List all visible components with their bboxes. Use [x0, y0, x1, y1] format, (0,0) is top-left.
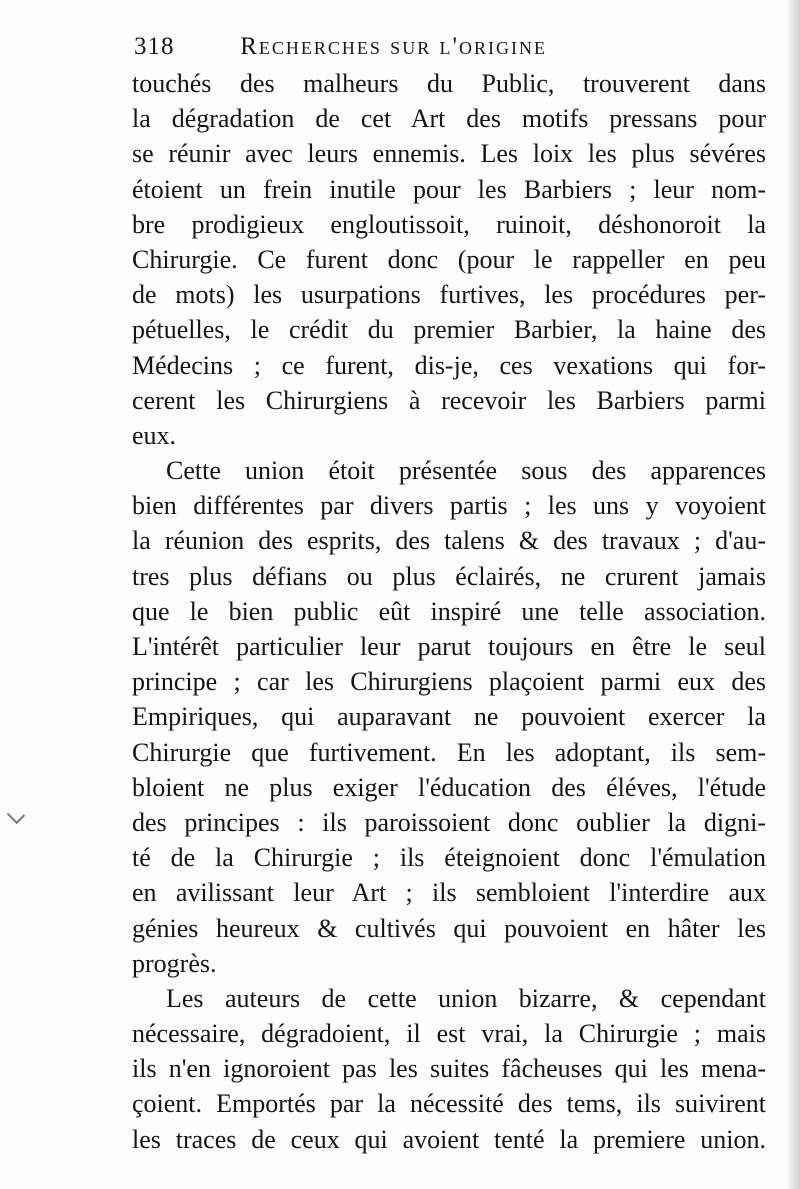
text-line: bloient ne plus exiger l'éducation des éléves, l'étude [132, 772, 766, 802]
text-line: pétuelles, le crédit du premier Barbier, la haine des [132, 315, 766, 345]
text-line: bien différentes par divers partis ; les uns y voyoient [132, 491, 766, 521]
text-line: se réunir avec leurs ennemis. Les loix les plus sévéres [132, 139, 766, 169]
text-line: Les auteurs de cette union bizarre, & cependant [166, 983, 766, 1013]
text-line: des principes : ils paroissoient donc oublier la digni- [132, 807, 766, 837]
page-edge-shadow [786, 0, 800, 1189]
text-line: L'intérêt particulier leur parut toujours en être le seul [132, 632, 766, 661]
text-line: té de la Chirurgie ; ils éteignoient donc l'émulation [132, 843, 766, 873]
text-line: eux. [132, 420, 177, 450]
text-line: tres plus défians ou plus éclairés, ne crurent jamais [132, 561, 766, 591]
text-line: nécessaire, dégradoient, il est vrai, la Chirurgie ; mais [132, 1019, 766, 1049]
text-line: Chirurgie que furtivement. En les adoptant, ils sem- [132, 737, 766, 767]
text-line: de mots) les usurpations furtives, les procédures per- [132, 280, 766, 310]
text-line: ils n'en ignoroient pas les suites fâcheuses qui les mena- [132, 1054, 766, 1084]
running-title: Recherches sur l'origine [240, 33, 547, 60]
body-text [132, 66, 766, 1157]
text-line: Cette union étoit présentée sous des apparences [166, 456, 766, 486]
text-line: que le bien public eût inspiré une telle association. [132, 596, 766, 626]
running-head [134, 30, 774, 64]
text-line: bre prodigieux engloutissoit, ruinoit, déshonoroit la [132, 209, 766, 239]
text-line: les traces de ceux qui avoient tenté la premiere union. [132, 1124, 766, 1154]
text-line: la réunion des esprits, des talens & des travaux ; d'au- [132, 526, 766, 556]
text-line: progrès. [132, 948, 217, 978]
text-line: Chirurgie. Ce furent donc (pour le rappeller en peu [132, 244, 766, 274]
text-line: étoient un frein inutile pour les Barbiers ; leur nom- [132, 174, 766, 204]
text-line: Médecins ; ce furent, dis-je, ces vexations qui for- [132, 350, 766, 380]
text-line: cerent les Chirurgiens à recevoir les Barbiers parmi [132, 385, 766, 415]
margin-tick-mark [7, 806, 25, 824]
text-line: la dégradation de cet Art des motifs pressans pour [132, 104, 766, 134]
text-line: Empiriques, qui auparavant ne pouvoient exercer la [132, 702, 766, 732]
paragraph-2 [132, 453, 766, 981]
paragraph-3 [132, 981, 766, 1157]
text-line: touchés des malheurs du Public, trouverent dans [132, 69, 766, 98]
text-line: génies heureux & cultivés qui pouvoient en hâter les [132, 913, 766, 943]
text-line: principe ; car les Chirurgiens plaçoient parmi eux des [132, 667, 766, 697]
paragraph-1 [132, 66, 766, 453]
text-line: en avilissant leur Art ; ils sembloient l'interdire aux [132, 878, 766, 908]
page-number: 318 [134, 33, 175, 60]
text-line: çoient. Emportés par la nécessité des tems, ils suivirent [132, 1089, 766, 1119]
